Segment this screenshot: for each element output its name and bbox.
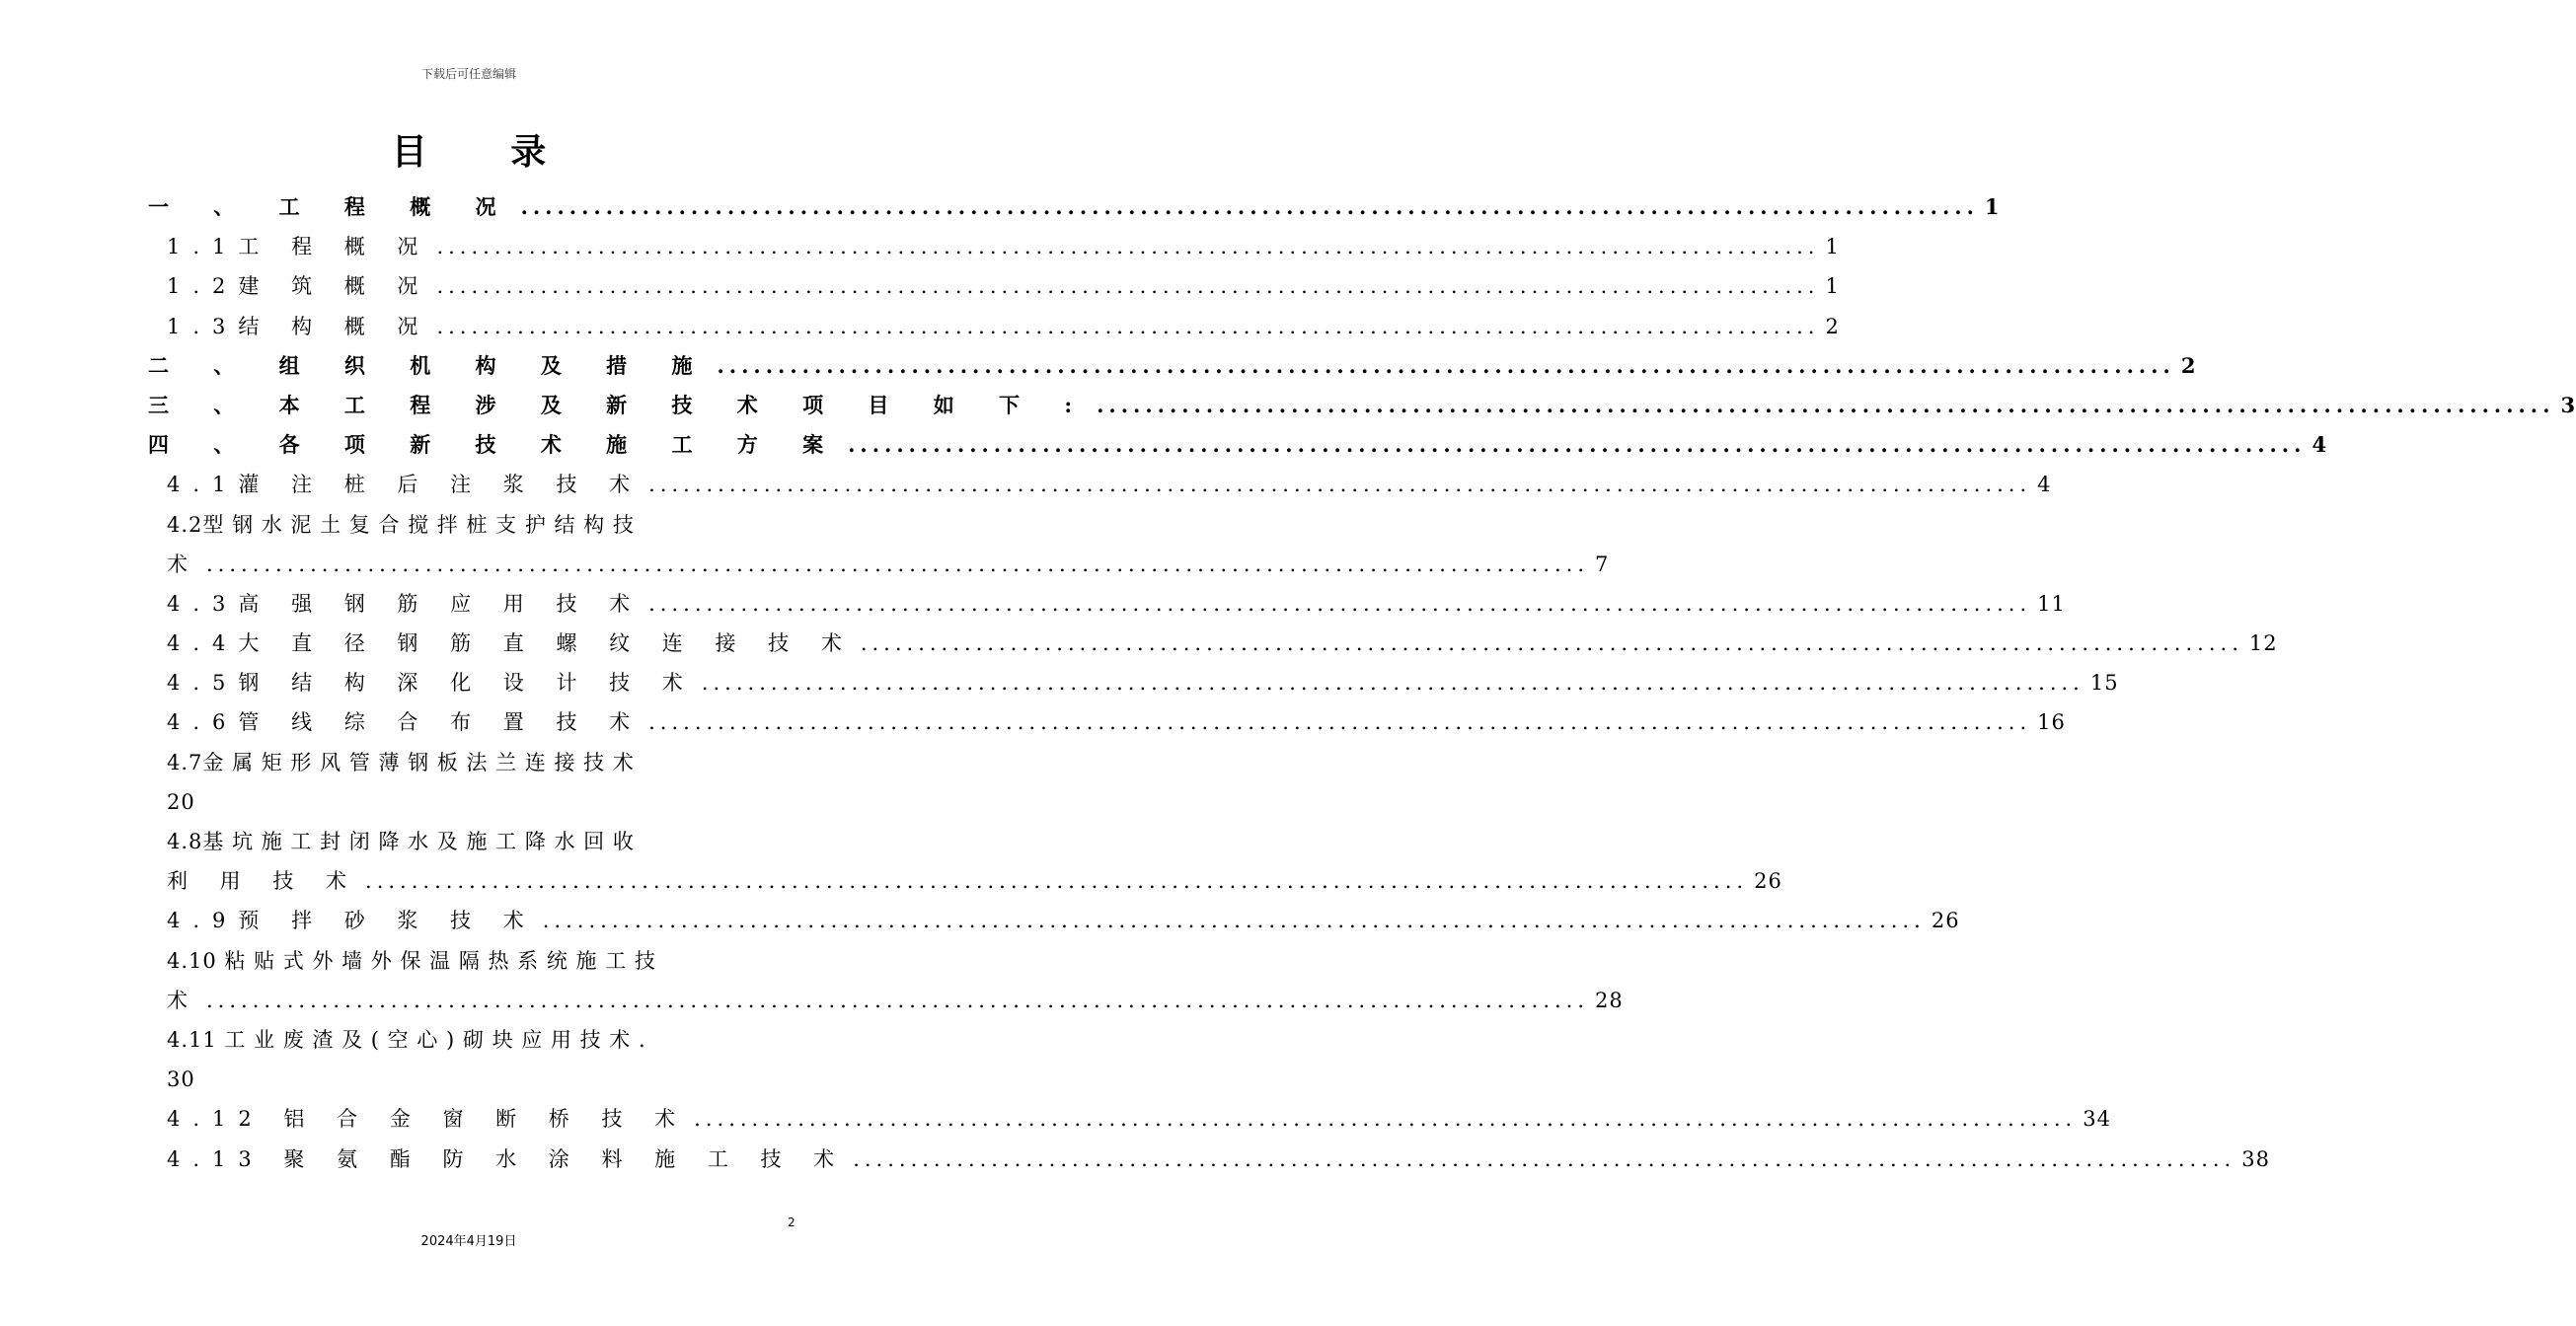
- toc-entry-text: 二 、 组 织 机 构 及 措 施: [148, 352, 712, 378]
- toc-entry[interactable]: [167, 1103, 2111, 1135]
- toc-leader-dots: ........................................................................................................................: [648, 473, 2032, 497]
- toc-row[interactable]: [148, 1060, 785, 1099]
- toc-entry[interactable]: [167, 1024, 785, 1056]
- toc-entry[interactable]: [167, 706, 2066, 738]
- toc-row[interactable]: [148, 981, 1624, 1020]
- toc-row[interactable]: [148, 1140, 2270, 1179]
- toc-row[interactable]: [148, 941, 785, 981]
- toc-entry-text: 4.10 粘 贴 式 外 墙 外 保 温 隔 热 系 统 施 工 技: [167, 948, 656, 973]
- toc-entry-text: 1.2建 筑 概 况: [167, 274, 431, 299]
- toc-row[interactable]: [148, 861, 1782, 901]
- toc-entry-text: 4.12 铝 合 金 窗 断 桥 技 术: [167, 1107, 689, 1132]
- toc-entry-text: 4.3高 强 钢 筋 应 用 技 术: [167, 591, 644, 616]
- toc-leader-dots: ........................................................................................................................: [648, 710, 2032, 735]
- toc-page-number: 4: [2037, 473, 2052, 497]
- toc-row[interactable]: [148, 386, 2576, 425]
- toc-entry-text: 利 用 技 术: [167, 869, 360, 894]
- toc-page-number: 34: [2083, 1107, 2111, 1132]
- toc-entry[interactable]: [167, 667, 2119, 699]
- toc-entry-text: 术: [167, 552, 200, 576]
- toc-row[interactable]: [148, 227, 1840, 266]
- toc-entry[interactable]: [167, 1064, 785, 1095]
- toc-leader-dots: ........................................................................................................................: [860, 631, 2243, 656]
- toc-entry-text: 4.13 聚 氨 酯 防 水 涂 料 施 工 技 术: [167, 1146, 848, 1171]
- toc-page-number: 1: [1825, 235, 1840, 259]
- toc-entry-text: 四 、 各 项 新 技 术 施 工 方 案: [148, 432, 843, 458]
- page-number: 2: [788, 1216, 796, 1229]
- toc-entry-text: 三 、 本 工 程 涉 及 新 技 术 项 目 如 下 :: [148, 392, 1092, 417]
- toc-entry[interactable]: [167, 231, 1840, 262]
- toc-page-number: 15: [2089, 671, 2119, 696]
- toc-leader-dots: ........................................................................................................................: [848, 432, 2307, 458]
- toc-page-number: 26: [1754, 869, 1782, 894]
- toc-row[interactable]: [148, 346, 2197, 386]
- toc-entry[interactable]: [167, 588, 2066, 620]
- toc-page-number: 26: [1931, 909, 1960, 933]
- toc-entry[interactable]: [167, 509, 785, 541]
- toc-entry[interactable]: [148, 390, 2576, 421]
- toc-leader-dots: ........................................................................................................................: [436, 314, 1820, 338]
- toc-entry-text: 4.5钢 结 构 深 化 设 计 技 术: [167, 671, 696, 696]
- toc-page-number: 1: [1825, 274, 1840, 299]
- toc-page-number: 11: [2037, 591, 2066, 616]
- toc-entry-text: 4.2型 钢 水 泥 土 复 合 搅 拌 桩 支 护 结 构 技: [167, 512, 635, 537]
- toc-leader-dots: ........................................................................................................................: [701, 671, 2084, 696]
- toc-entry-text: 4.1灌 注 桩 后 注 浆 技 术: [167, 473, 644, 497]
- footer-date: 2024年4月19日: [420, 1234, 517, 1249]
- toc-row[interactable]: [148, 822, 785, 861]
- toc-entry[interactable]: [167, 549, 1610, 580]
- toc-leader-dots: ........................................................................................................................: [648, 591, 2032, 616]
- toc-leader-dots: ........................................................................................................................: [365, 869, 1749, 894]
- toc-entry-text: 4.6管 线 综 合 布 置 技 术: [167, 710, 644, 735]
- toc-row[interactable]: [148, 266, 1840, 306]
- toc-entry-text: 4.11 工 业 废 渣 及 ( 空 心 ) 砌 块 应 用 技 术 .: [167, 1027, 646, 1052]
- table-of-contents: [148, 187, 2576, 1179]
- toc-leader-dots: ........................................................................................................................: [206, 552, 1590, 576]
- toc-row[interactable]: [148, 465, 2052, 504]
- toc-entry-text: 1.1工 程 概 况: [167, 235, 431, 259]
- toc-entry-text: 4.4大 直 径 钢 筋 直 螺 纹 连 接 技 术: [167, 631, 855, 656]
- toc-row[interactable]: [148, 307, 1840, 346]
- toc-row[interactable]: [148, 624, 2278, 663]
- toc-entry[interactable]: [148, 429, 2328, 461]
- toc-page-number: 38: [2241, 1146, 2270, 1171]
- toc-leader-dots: ........................................................................................................................: [1097, 392, 2555, 417]
- toc-entry-text: 1.3结 构 概 况: [167, 314, 431, 338]
- toc-entry-text: 4.9预 拌 砂 浆 技 术: [167, 909, 537, 933]
- toc-leader-dots: ........................................................................................................................: [206, 988, 1590, 1012]
- toc-entry[interactable]: [167, 905, 1960, 936]
- toc-entry-text: 20: [167, 789, 195, 814]
- toc-leader-dots: ........................................................................................................................: [717, 352, 2175, 378]
- toc-page-number: 1: [1984, 194, 2001, 219]
- toc-row[interactable]: [148, 505, 785, 545]
- toc-entry[interactable]: [167, 747, 785, 778]
- toc-entry[interactable]: [167, 786, 785, 818]
- toc-entry[interactable]: [167, 985, 1624, 1016]
- toc-entry-text: 30: [167, 1068, 195, 1092]
- toc-page-number: 2: [2180, 352, 2197, 378]
- toc-entry-text: 4.7金 属 矩 形 风 管 薄 钢 板 法 兰 连 接 技 术: [167, 750, 635, 774]
- toc-entry[interactable]: [167, 627, 2278, 659]
- toc-row[interactable]: [148, 425, 2328, 465]
- toc-page-number: 7: [1595, 552, 1610, 576]
- toc-leader-dots: ........................................................................................................................: [436, 274, 1820, 299]
- toc-row[interactable]: [148, 187, 2001, 227]
- toc-row[interactable]: [148, 702, 2066, 742]
- toc-row[interactable]: [148, 901, 1960, 940]
- toc-leader-dots: ........................................................................................................................: [694, 1107, 2078, 1132]
- toc-entry[interactable]: [167, 1143, 2270, 1175]
- toc-row[interactable]: [148, 663, 2119, 702]
- toc-entry[interactable]: [167, 865, 1782, 897]
- toc-row[interactable]: [148, 584, 2066, 624]
- toc-leader-dots: ........................................................................................................................: [853, 1146, 2236, 1171]
- toc-page-number: 2: [1825, 314, 1840, 338]
- toc-row[interactable]: [148, 545, 1610, 584]
- toc-entry-text: 一 、 工 程 概 况: [148, 194, 515, 219]
- toc-page-number: 16: [2037, 710, 2066, 735]
- toc-entry[interactable]: [167, 469, 2052, 500]
- toc-entry[interactable]: [148, 191, 2001, 223]
- toc-entry[interactable]: [167, 270, 1840, 302]
- toc-row[interactable]: [148, 743, 785, 782]
- toc-leader-dots: ........................................................................................................................: [436, 235, 1820, 259]
- toc-row[interactable]: [148, 782, 785, 822]
- toc-leader-dots: ........................................................................................................................: [542, 909, 1926, 933]
- toc-page-number: 4: [2311, 432, 2328, 458]
- toc-page-number: 28: [1595, 988, 1624, 1012]
- toc-entry[interactable]: [167, 826, 785, 857]
- toc-entry[interactable]: [167, 311, 1840, 342]
- toc-page-number: 12: [2248, 631, 2278, 656]
- toc-page-number: 3: [2560, 392, 2576, 417]
- header-note: 下载后可任意编辑: [420, 67, 516, 81]
- toc-entry[interactable]: [167, 945, 785, 977]
- toc-leader-dots: ........................................................................................................................: [520, 194, 1979, 219]
- toc-entry-text: 4.8基 坑 施 工 封 闭 降 水 及 施 工 降 水 回 收: [167, 830, 635, 853]
- toc-row[interactable]: [148, 1020, 785, 1060]
- toc-row[interactable]: [148, 1099, 2111, 1139]
- toc-entry-text: 术: [167, 988, 200, 1012]
- page-title: 目 录: [391, 131, 582, 173]
- toc-entry[interactable]: [148, 350, 2197, 382]
